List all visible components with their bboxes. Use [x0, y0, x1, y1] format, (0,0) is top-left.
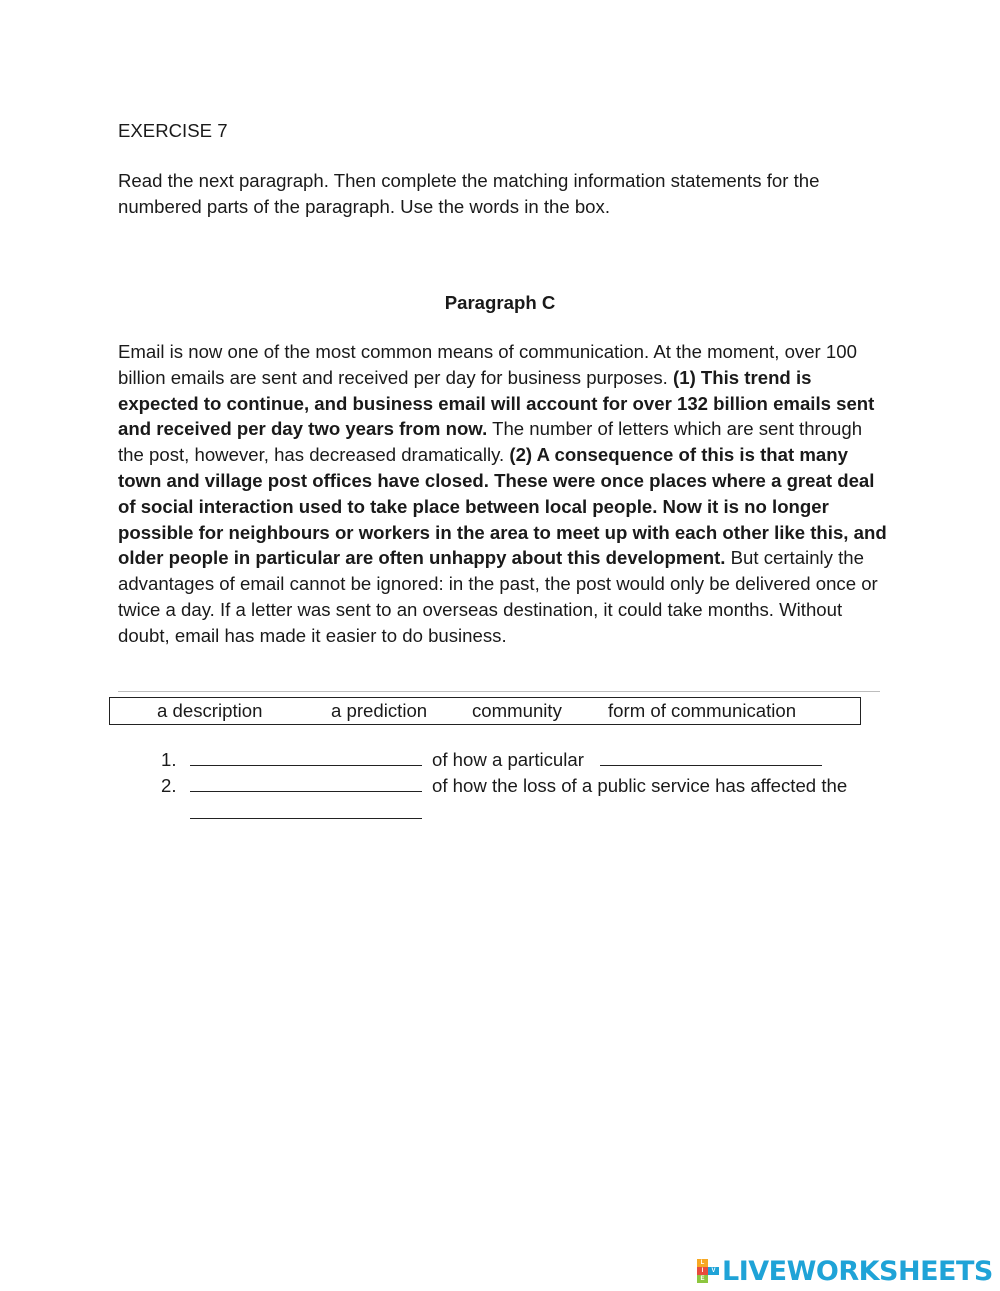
paragraph-segment: Email is now one of the most common means of communication. At the moment, over 100 billion emails are sent and received per day for business purposes. [118, 341, 857, 388]
answer-blank[interactable] [190, 747, 422, 766]
divider [118, 691, 880, 692]
question-text: of how the loss of a public service has affected the [432, 775, 848, 796]
paragraph-heading: Paragraph C [444, 292, 556, 313]
instructions-text: Read the next paragraph. Then complete the matching information statements for the numbered parts of the paragraph. Use the words in the box. [118, 170, 820, 217]
word-option: community [472, 700, 562, 721]
word-box [109, 697, 861, 725]
question-number: 2. [161, 775, 177, 796]
numbered-part-1: (1) This trend is expected to continue, and business email will account for over 132 billion emails sent and received per day two years from now. [118, 366, 875, 440]
question-text: of how a particular [432, 749, 584, 770]
question-number: 1. [161, 749, 177, 770]
numbered-part-2: (2) A consequence of this is that many town and village post offices have closed. These were once places where a great deal of social interaction used to take place between local people. Now it is no longer possible for neighbours or workers in the area to meet up with each other like this, and older people in particular are often unhappy about this development. [118, 444, 887, 569]
logo-icon: L I V E [697, 1259, 719, 1283]
word-option: form of communication [608, 700, 797, 721]
liveworksheets-logo [697, 1257, 993, 1285]
exercise-title: EXERCISE 7 [118, 120, 228, 141]
answer-blank[interactable] [190, 800, 422, 819]
question-1 [0, 747, 1000, 773]
answer-blank[interactable] [190, 773, 422, 792]
question-2 [0, 773, 1000, 799]
paragraph-body [118, 339, 888, 649]
word-option: a prediction [331, 700, 428, 721]
word-option: a description [157, 700, 263, 721]
answer-blank[interactable] [600, 747, 822, 766]
paragraph-segment: The number of letters which are sent through the post, however, has decreased dramatically. [118, 418, 863, 466]
paragraph-segment: But certainly the advantages of email cannot be ignored: in the past, the post would only be delivered once or twice a day. If a letter was sent to an overseas destination, it could take months. Without doubt, email has made it easier to do business. [118, 547, 878, 646]
logo-text: LIVEWORKSHEETS [722, 1255, 993, 1287]
question-2-continuation [0, 800, 1000, 826]
